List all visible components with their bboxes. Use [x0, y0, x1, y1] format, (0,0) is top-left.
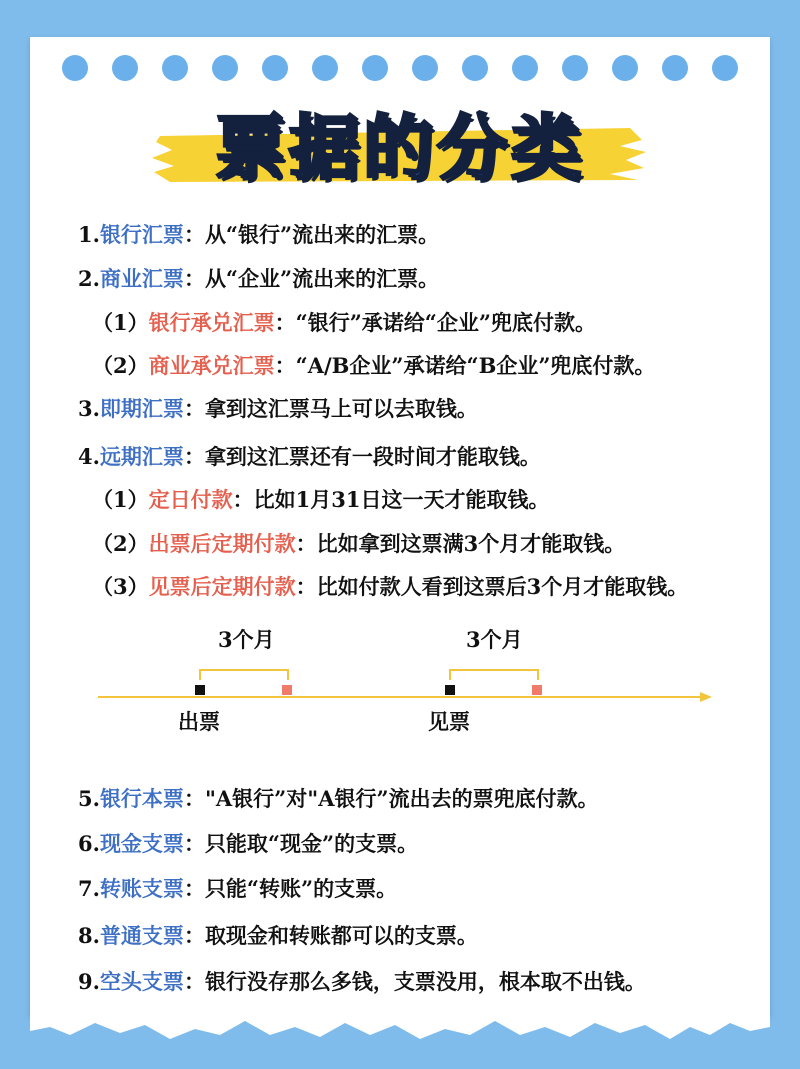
item-separator: ：: [232, 487, 254, 512]
list-item: [78, 876, 397, 902]
item-term: 空头支票: [99, 969, 184, 994]
list-item: [92, 574, 688, 600]
binder-hole: [312, 55, 338, 81]
item-number: 6.: [78, 831, 100, 856]
list-item: [92, 487, 549, 513]
item-term: 定日付款: [148, 487, 233, 512]
binder-hole: [62, 55, 88, 81]
binder-hole: [212, 55, 238, 81]
item-number: 5.: [78, 786, 100, 811]
item-number: 3.: [78, 396, 100, 421]
item-number: 9.: [78, 969, 100, 994]
item-separator: ：: [183, 786, 205, 811]
item-number: 8.: [78, 923, 100, 948]
page-title: 票据的分类: [215, 107, 585, 189]
torn-edge: [30, 1005, 770, 1045]
binder-hole: [112, 55, 138, 81]
item-separator: ：: [295, 574, 317, 599]
item-term: 商业承兑汇票: [148, 353, 275, 378]
item-term: 现金支票: [99, 831, 184, 856]
item-description: 从“银行”流出来的汇票。: [204, 222, 440, 247]
start-marker: [445, 685, 455, 695]
item-description: 取现金和转账都可以的支票。: [204, 923, 478, 948]
bracket-label: 3个月: [218, 627, 275, 652]
item-number: （1）: [92, 310, 149, 335]
binder-hole: [662, 55, 688, 81]
item-separator: ：: [295, 531, 317, 556]
item-description: 从“企业”流出来的汇票。: [204, 266, 440, 291]
item-separator: ：: [183, 444, 205, 469]
item-separator: ：: [183, 266, 205, 291]
item-number: 4.: [78, 444, 100, 469]
list-item: [92, 531, 625, 557]
item-description: 比如拿到这票满3个月才能取钱。: [316, 531, 626, 556]
list-item: [78, 444, 541, 470]
item-description: 只能取“现金”的支票。: [204, 831, 419, 856]
list-item: [92, 310, 596, 336]
item-term: 即期汇票: [99, 396, 184, 421]
item-separator: ：: [183, 969, 205, 994]
end-marker: [532, 685, 542, 695]
list-item: [78, 786, 599, 812]
item-separator: ：: [183, 923, 205, 948]
item-term: 银行汇票: [99, 222, 184, 247]
start-marker: [195, 685, 205, 695]
binder-hole: [462, 55, 488, 81]
item-separator: ：: [183, 876, 205, 901]
item-number: （2）: [92, 353, 149, 378]
list-item: [78, 969, 646, 995]
end-marker: [282, 685, 292, 695]
binder-hole: [512, 55, 538, 81]
bracket-2: [450, 670, 538, 680]
item-term: 远期汇票: [99, 444, 184, 469]
binder-hole: [562, 55, 588, 81]
list-item: [78, 396, 478, 422]
item-number: （3）: [92, 574, 149, 599]
item-term: 转账支票: [99, 876, 184, 901]
item-term: 出票后定期付款: [148, 531, 296, 556]
binder-hole: [162, 55, 188, 81]
timeline-arrow: [700, 692, 712, 702]
binder-holes: [62, 55, 742, 81]
start-label: 见票: [428, 709, 470, 734]
item-description: “A/B企业”承诺给“B企业”兜底付款。: [295, 353, 656, 378]
item-separator: ：: [274, 353, 296, 378]
item-term: 见票后定期付款: [148, 574, 296, 599]
list-item: [92, 353, 655, 379]
item-description: 银行没存那么多钱，支票没用，根本取不出钱。: [204, 969, 646, 994]
item-separator: ：: [274, 310, 296, 335]
list-item: [78, 222, 439, 248]
bracket-label: 3个月: [466, 627, 523, 652]
item-separator: ：: [183, 222, 205, 247]
binder-hole: [612, 55, 638, 81]
item-term: 普通支票: [99, 923, 184, 948]
item-description: 只能“转账”的支票。: [204, 876, 398, 901]
timeline-diagram: [0, 610, 800, 740]
item-term: 银行承兑汇票: [148, 310, 275, 335]
list-item: [78, 831, 418, 857]
item-number: 2.: [78, 266, 100, 291]
binder-hole: [412, 55, 438, 81]
binder-hole: [262, 55, 288, 81]
binder-hole: [712, 55, 738, 81]
item-separator: ：: [183, 831, 205, 856]
start-label: 出票: [178, 709, 220, 734]
item-description: 比如1月31日这一天才能取钱。: [253, 487, 550, 512]
item-number: （2）: [92, 531, 149, 556]
list-item: [78, 266, 439, 292]
item-description: “银行”承诺给“企业”兜底付款。: [295, 310, 596, 335]
binder-hole: [362, 55, 388, 81]
item-description: "A银行”对"A银行”流出去的票兜底付款。: [204, 786, 599, 811]
item-number: 7.: [78, 876, 100, 901]
item-description: 拿到这汇票还有一段时间才能取钱。: [204, 444, 541, 469]
item-term: 商业汇票: [99, 266, 184, 291]
item-separator: ：: [183, 396, 205, 421]
list-item: [78, 923, 478, 949]
item-term: 银行本票: [99, 786, 184, 811]
item-description: 比如付款人看到这票后3个月才能取钱。: [316, 574, 689, 599]
bracket-1: [200, 670, 288, 680]
item-number: 1.: [78, 222, 100, 247]
item-number: （1）: [92, 487, 149, 512]
item-description: 拿到这汇票马上可以去取钱。: [204, 396, 478, 421]
